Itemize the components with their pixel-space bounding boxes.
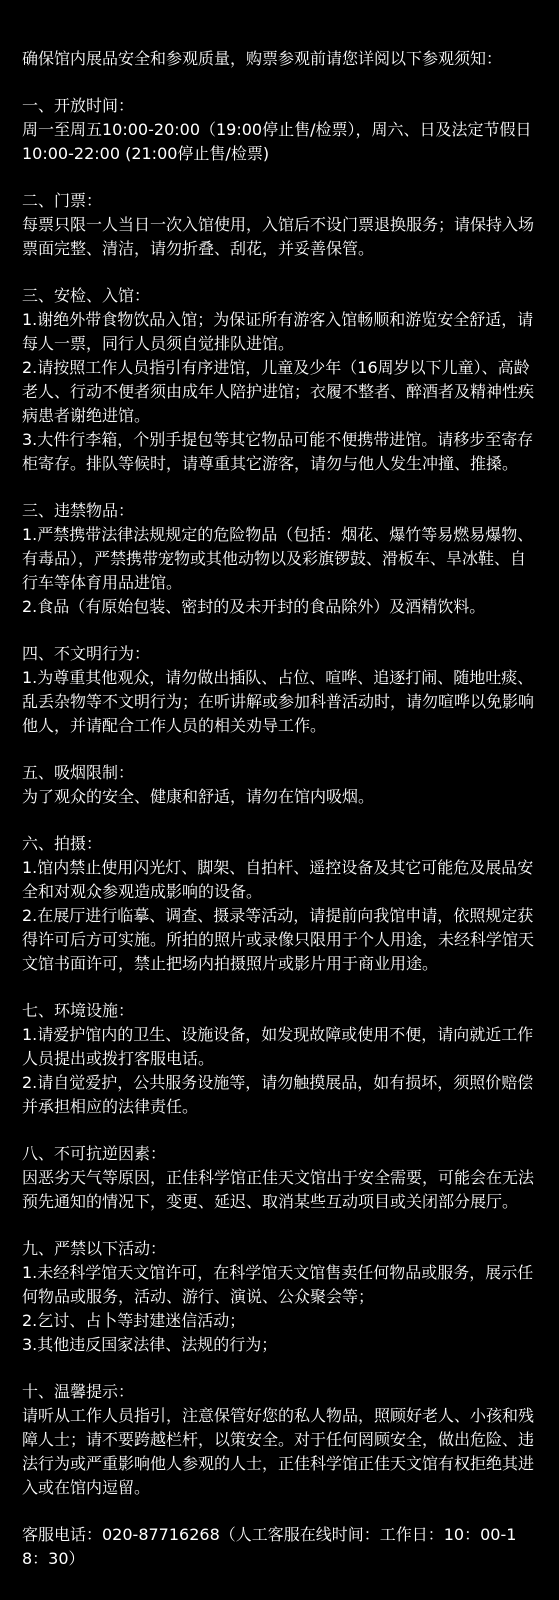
section-title: 九、严禁以下活动： (22, 1239, 167, 1258)
section-paragraph: 1.为尊重其他观众，请勿做出插队、占位、喧哗、追逐打闹、随地吐痰、乱丢杂物等不文明行为；在听讲解或参加科普活动时，请勿喧哗以免影响他人，并请配合工作人员的相关劝导工作。 (22, 668, 535, 735)
section-paragraph: 2.请自觉爱护，公共服务设施等，请勿触摸展品，如有损坏，须照价赔偿并承担相应的法律责任。 (22, 1073, 534, 1116)
section-paragraph: 3.其他违反国家法律、法规的行为； (22, 1335, 278, 1354)
section-paragraph: 1.馆内禁止使用闪光灯、脚架、自拍杆、遥控设备及其它可能危及展品安全和对观众参观造成影响的设备。 (22, 858, 534, 901)
section-paragraph: 为了观众的安全、健康和舒适，请勿在馆内吸烟。 (22, 787, 375, 806)
notice-section (22, 189, 541, 261)
section-paragraph: 1.请爱护馆内的卫生、设施设备，如发现故障或使用不便，请向就近工作人员提出或拨打客服电话。 (22, 1025, 534, 1068)
section-title: 三、安检、入馆： (22, 286, 151, 305)
section-paragraph: 1.谢绝外带食物饮品入馆；为保证所有游客入馆畅顺和游览安全舒适，请每人一票，同行人员须自觉排队进馆。 (22, 310, 534, 353)
notice-section (22, 832, 541, 976)
notice-section (22, 1142, 541, 1214)
notice-section (22, 284, 541, 476)
section-paragraph: 2.乞讨、占卜等封建迷信活动； (22, 1311, 246, 1330)
notice-section (22, 1380, 541, 1500)
section-paragraph: 2.请按照工作人员指引有序进馆，儿童及少年（16周岁以下儿童）、高龄老人、行动不便者须由成年人陪护进馆；衣履不整者、醉酒者及精神性疾病患者谢绝进馆。 (22, 358, 535, 425)
section-title: 一、开放时间： (22, 96, 135, 115)
notice-section (22, 999, 541, 1119)
section-paragraph: 1.严禁携带法律法规规定的危险物品（包括：烟花、爆竹等易燃易爆物、有毒品），严禁携带宠物或其他动物以及彩旗锣鼓、滑板车、旱冰鞋、自行车等体育用品进馆。 (22, 525, 534, 592)
notice-section (22, 761, 541, 809)
section-title: 十、温馨提示： (22, 1382, 135, 1401)
section-paragraph: 因恶劣天气等原因，正佳科学馆正佳天文馆出于安全需要，可能会在无法预先通知的情况下，变更、延迟、取消某些互动项目或关闭部分展厅。 (22, 1168, 535, 1211)
notice-section (22, 642, 541, 738)
section-title: 四、不文明行为： (22, 644, 151, 663)
section-paragraph: 1.未经科学馆天文馆许可，在科学馆天文馆售卖任何物品或服务，展示任何物品或服务，活动、游行、演说、公众聚会等； (22, 1263, 534, 1306)
notice-section (22, 499, 541, 619)
section-title: 二、门票： (22, 191, 103, 210)
notice-section (22, 94, 541, 166)
section-paragraph: 每票只限一人当日一次入馆使用，入馆后不设门票退换服务；请保持入场票面完整、清洁，请勿折叠、刮花，并妥善保管。 (22, 215, 535, 258)
contact-line: 客服电话：020-87716268（人工客服在线时间：工作日：10：00-18：30） (22, 1525, 517, 1568)
section-title: 三、违禁物品： (22, 501, 135, 520)
section-title: 七、环境设施： (22, 1001, 135, 1020)
section-title: 八、不可抗逆因素： (22, 1144, 167, 1163)
section-paragraph: 2.食品（有原始包装、密封的及未开封的食品除外）及酒精饮料。 (22, 597, 486, 616)
intro-text: 确保馆内展品安全和参观质量，购票参观前请您详阅以下参观须知： (22, 49, 503, 68)
section-paragraph: 3.大件行李箱，个别手提包等其它物品可能不便携带进馆。请移步至寄存柜寄存。排队等候时，请尊重其它游客，请勿与他人发生冲撞、推搡。 (22, 430, 534, 473)
section-paragraph: 周一至周五10:00-20:00（19:00停止售/检票），周六、日及法定节假日 10:00-22:00 (21:00停止售/检票) (22, 120, 532, 163)
notice-section (22, 1237, 541, 1357)
section-paragraph: 2.在展厅进行临摹、调查、摄录等活动，请提前向我馆申请，依照规定获得许可后方可实施。所拍的照片或录像只限用于个人用途，未经科学馆天文馆书面许可，禁止把场内拍摄照片或影片用于商业用途。 (22, 906, 535, 973)
notice-sections (22, 94, 541, 1500)
section-title: 五、吸烟限制： (22, 763, 135, 782)
section-title: 六、拍摄： (22, 834, 103, 853)
section-paragraph: 请听从工作人员指引，注意保管好您的私人物品，照顾好老人、小孩和残障人士；请不要跨越栏杆，以策安全。对于任何罔顾安全，做出危险、违法行为或严重影响他人参观的人士，正佳科学馆正佳天文馆有权拒绝其进入或在馆内逗留。 (22, 1406, 535, 1497)
